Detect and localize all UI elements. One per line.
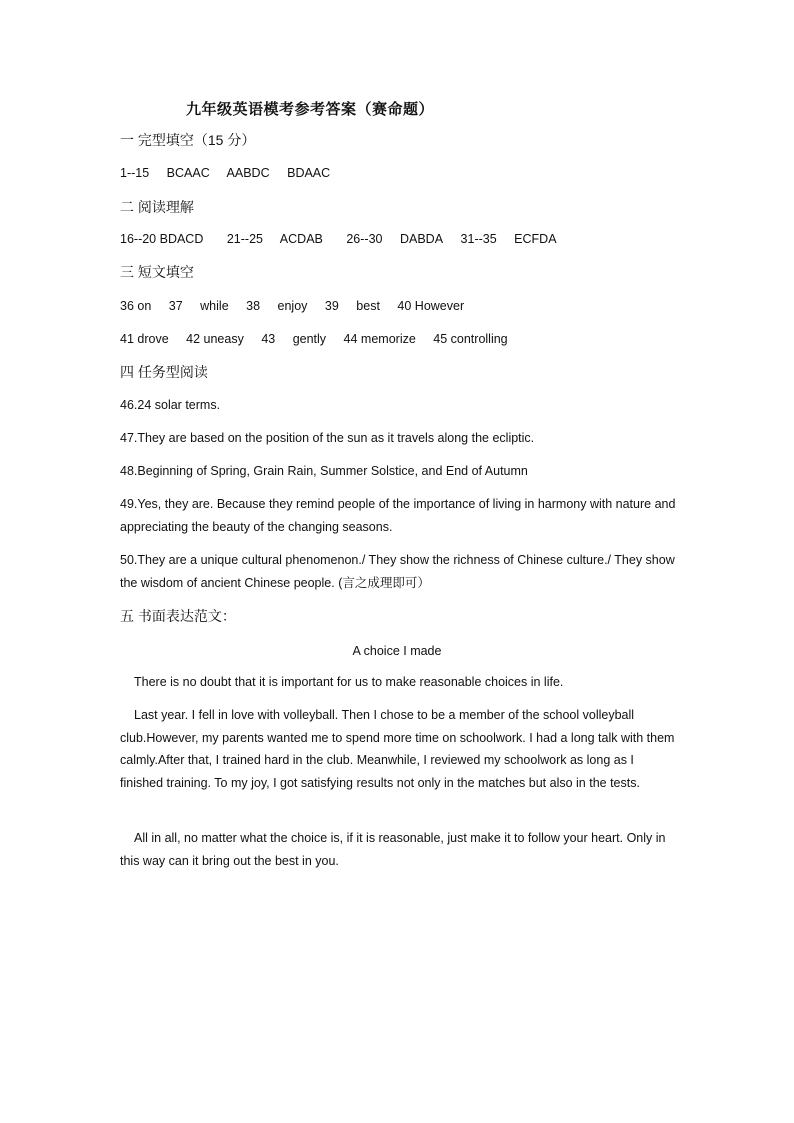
answer-range: 16--20 BDACD xyxy=(120,232,204,246)
answer-item: 38 xyxy=(246,299,261,313)
answer-item: 37 xyxy=(168,299,183,313)
section4-heading: 四 任务型阅读 xyxy=(120,364,208,380)
answer-49: 49.Yes, they are. Because they remind people of the importance of living in harmony with nature and appreciating the beauty of the changing seasons. xyxy=(120,497,676,534)
section3-answers-row2 xyxy=(120,328,680,350)
answer-range: 26--30 xyxy=(346,232,383,246)
answer-item: 40 However xyxy=(397,299,465,313)
answer-item: enjoy xyxy=(277,299,308,313)
answer-item: 39 xyxy=(324,299,339,313)
answer-group: DABDA xyxy=(399,232,444,246)
answer-group: BDAAC xyxy=(287,166,331,180)
answer-item: 45 controlling xyxy=(433,332,508,346)
section2-answers xyxy=(120,228,680,250)
page-title: 九年级英语模考参考答案（赛命题） xyxy=(186,100,435,118)
answer-group: AABDC xyxy=(226,166,270,180)
answer-47: 47.They are based on the position of the sun as it travels along the ecliptic. xyxy=(120,431,535,445)
answer-group: ACDAB xyxy=(279,232,323,246)
essay-title: A choice I made xyxy=(352,644,442,658)
answer-48: 48.Beginning of Spring, Grain Rain, Summer Solstice, and End of Autumn xyxy=(120,464,528,478)
section5-heading: 五 书面表达范文： xyxy=(120,608,236,624)
answer-item: 41 drove xyxy=(120,332,169,346)
answer-46: 46.24 solar terms. xyxy=(120,398,221,412)
section1-heading: 一 完型填空（15 分） xyxy=(120,132,256,148)
section1-answers xyxy=(120,162,680,184)
answer-range: 31--35 xyxy=(460,232,497,246)
answer-item: 43 xyxy=(261,332,276,346)
essay-paragraph-2: Last year. I fell in love with volleyball. Then I chose to be a member of the school volleyball club.However, my parents wanted me to spend more time on schoolwork. I had a long talk with them calmly.After that, I trained hard in the club. Meanwhile, I reviewed my schoolwork as long as I finished training. To my joy, I got satisfying results not only in the matches but also in the tests. xyxy=(120,708,675,790)
section3-answers-row1 xyxy=(120,295,680,317)
answer-group: ECFDA xyxy=(514,232,557,246)
essay-paragraph-1: There is no doubt that it is important for us to make reasonable choices in life. xyxy=(134,675,564,689)
answer-item: 44 memorize xyxy=(343,332,416,346)
section3-heading: 三 短文填空 xyxy=(120,264,194,280)
answer-group: BCAAC xyxy=(166,166,210,180)
answer-item: while xyxy=(200,299,229,313)
answer-50: 50.They are a unique cultural phenomenon./ They show the richness of Chinese culture./ They show the wisdom of ancient Chinese people. (言之成理即可） xyxy=(120,553,675,590)
answer-item: 36 on xyxy=(120,299,152,313)
answer-range: 21--25 xyxy=(226,232,263,246)
answer-item: gently xyxy=(292,332,327,346)
answer-item: best xyxy=(356,299,380,313)
essay-paragraph-3: All in all, no matter what the choice is, if it is reasonable, just make it to follow your heart. Only in this way can it bring out the best in you. xyxy=(120,831,666,868)
section2-heading: 二 阅读理解 xyxy=(120,199,194,215)
answer-range: 1--15 xyxy=(120,166,150,180)
answer-item: 42 uneasy xyxy=(186,332,244,346)
